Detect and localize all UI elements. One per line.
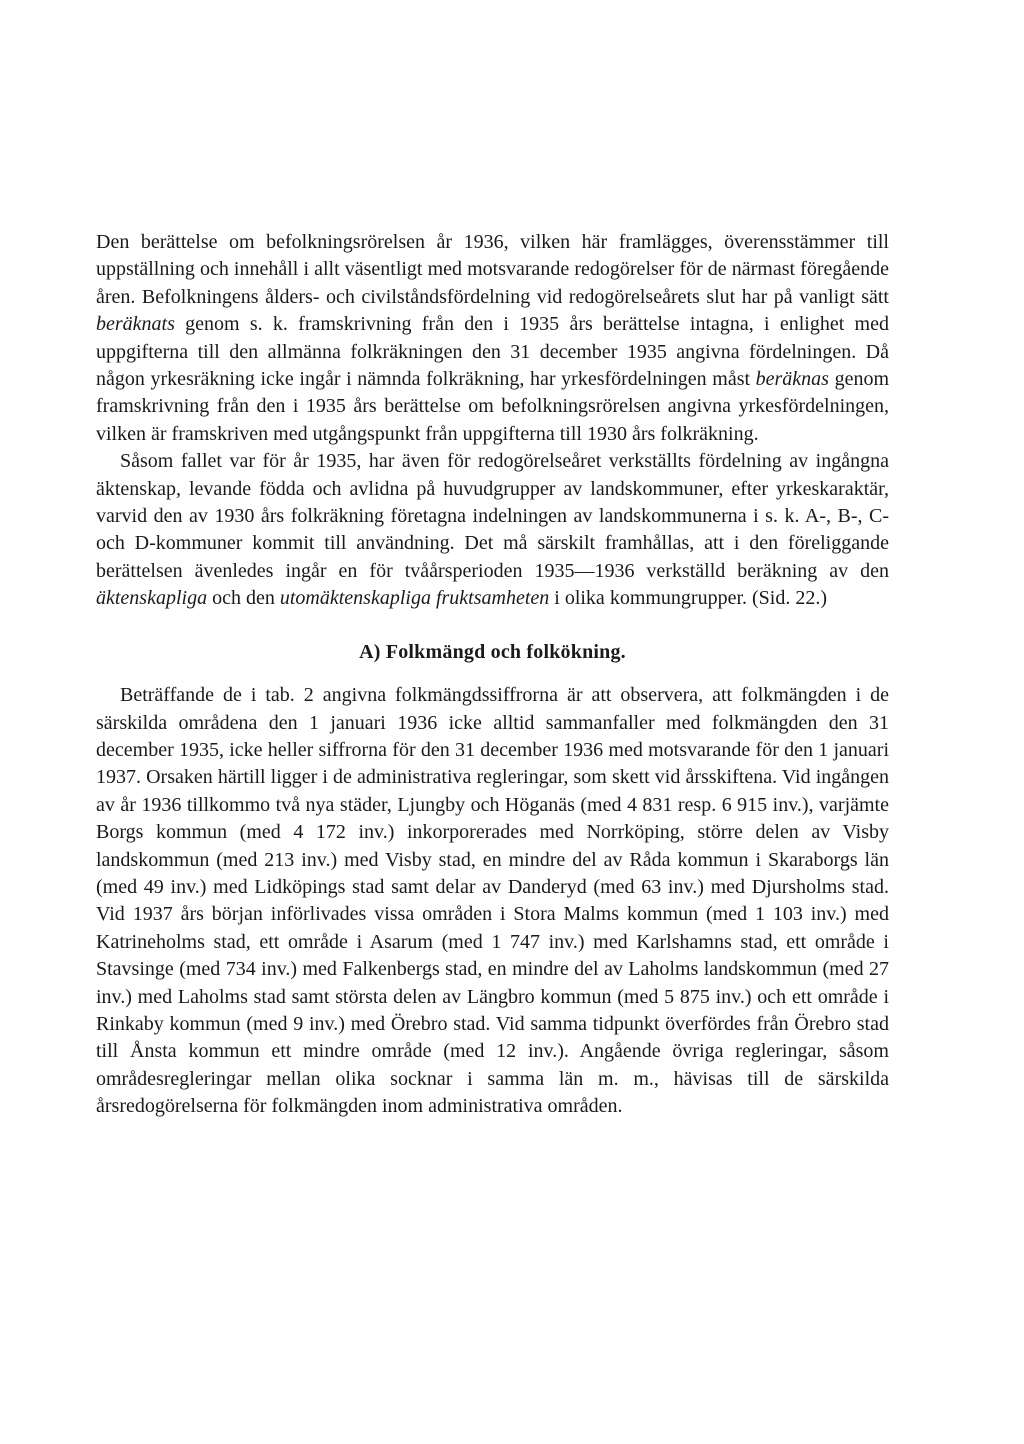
intro-section <box>96 229 889 613</box>
text-run: Beträffande de i tab. 2 angivna folkmängdssiffrorna är att observera, att folkmängden i de särskilda områdena den 1 januari 1936 icke alltid sammanfaller med folkmängden den 31 december 1935, icke heller siffrorna för den 31 december 1936 med motsvarande för den 1 januari 1937. Orsaken härtill ligger i de administrativa regleringar, som skett vid årsskiftena. Vid ingången av år 1936 tillkommo två nya städer, Ljungby och Höganäs (med 4 831 resp. 6 915 inv.), varjämte Borgs kommun (med 4 172 inv.) inkorporerades med Norrköping, större delen av Visby landskommun (med 213 inv.) med Visby stad, en mindre del av Råda kommun i Skaraborgs län (med 49 inv.) med Lidköpings stad samt delar av Danderyd (med 63 inv.) med Djursholms stad. Vid 1937 års början införlivades vissa områden i Stora Malms kommun (med 1 103 inv.) med Katrineholms stad, ett område i Asarum (med 1 747 inv.) med Karlshamns stad, ett område i Stavsinge (med 734 inv.) med Falkenbergs stad, en mindre del av Laholms landskommun (med 27 inv.) med Laholms stad samt största delen av Längbro kommun (med 5 875 inv.) och ett område i Rinkaby kommun (med 9 inv.) med Örebro stad. Vid samma tidpunkt överfördes från Örebro stad till Ånsta kommun ett mindre område (med 12 inv.). Angående övriga regleringar, såsom områdesregleringar mellan olika socknar i samma län m. m., hävisas till de särskilda årsredogörelserna för folkmängden inom administrativa områden. <box>96 684 889 1118</box>
text-run: Den berättelse om befolkningsrörelsen år 1936, vilken här framlägges, överensstämmer till uppställning och innehåll i allt väsentligt med motsvarande redogörelser för de närmast föregående åren. Befolkningens ålders- och civilståndsfördelning vid redogörelseårets slut har på vanligt sätt <box>96 231 889 308</box>
text-run: och den <box>207 587 280 610</box>
text-run: genom s. k. framskrivning från den i 1935 års berättelse intagna, i enlighet med uppgifterna till den allmänna folkräkningen den 31 december 1935 angivna fördelningen. Då någon yrkesräkning icke ingår i nämnda folkräkning, har yrkesfördelningen måst <box>96 313 889 391</box>
italic-term: äktenskapliga <box>96 587 208 610</box>
italic-term: beräknas <box>755 368 829 391</box>
document-page <box>96 229 889 1121</box>
italic-term: beräknats <box>96 313 175 336</box>
paragraph <box>96 229 889 448</box>
italic-term: utomäktenskapliga fruktsamheten <box>279 587 550 610</box>
section-heading: A) Folkmängd och folkökning. <box>359 640 626 663</box>
text-run: Såsom fallet var för år 1935, har även för redogörelseåret verkställts fördelning av ingångna äktenskap, levande födda och avlidna på huvudgrupper av landskommuner, efter yrkeskaraktär, varvid den av 1930 års folkräkning företagna indelningen av landskommunerna i s. k. A-, B-, C- och D-kommuner kommit till användning. Det må särskilt framhållas, att i den föreliggande berättelsen ävenledes ingår en för tvåårsperioden 1935—1936 verkställd beräkning av den <box>96 450 889 582</box>
text-run: i olika kommungrupper. (Sid. 22.) <box>549 587 828 610</box>
paragraph <box>96 448 889 612</box>
paragraph <box>96 682 889 1121</box>
text-run: genom framskrivning från den i 1935 års berättelse om befolkningsrörelsen angivna yrkesfördelningen, vilken är framskriven med utgångspunkt från uppgifterna till 1930 års folkräkning. <box>96 368 889 445</box>
body-section <box>96 682 889 1121</box>
